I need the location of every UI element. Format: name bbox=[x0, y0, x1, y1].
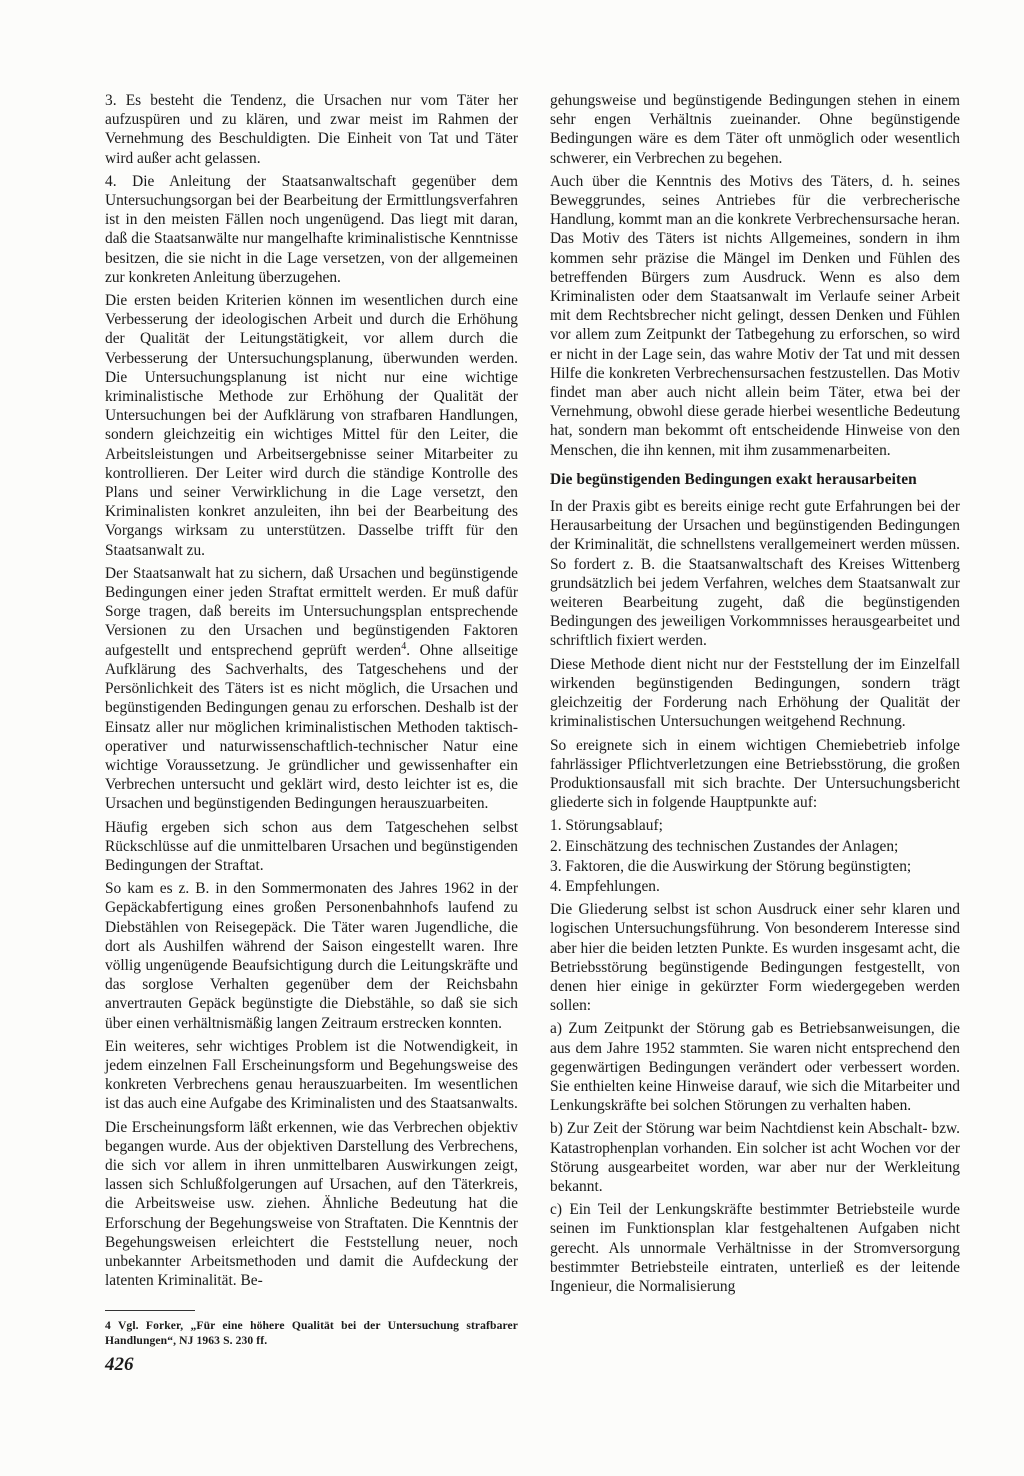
paragraph-gliederung: Die Gliederung selbst ist schon Ausdruck einer sehr klaren und logischen Untersuchungsführung. Von besonderem Interesse sind aber hier die beiden letzten Punkte. Es wurden insgesamt acht, die Betriebsstörung begünstigende Bedingungen festgestellt, von denen hier einige in gekürzter Form wiedergegeben werden sollen: bbox=[550, 901, 960, 1015]
paragraph-methode: Diese Methode dient nicht nur der Feststellung der im Einzelfall wirkenden begünstigenden Bedingungen, sondern trägt gleichzeitig der Forderung nach Erhöhung der Qualität der kriminalistischen Untersuchungen weitgehend Rechnung. bbox=[550, 655, 960, 731]
footnote-marker: 4 bbox=[401, 640, 407, 652]
list-item: 4. Empfehlungen. bbox=[550, 877, 660, 895]
paragraph-praxis: In der Praxis gibt es bereits einige recht gute Erfahrungen bei der Herausarbeitung der Ursachen und begünstigenden Bedingungen der Kriminalität, die schnellstens verallgemeinert werden müssen. So fordert z. B. die Staatsanwaltschaft des Kreises Wittenberg grundsätzlich bei jedem Verfahren, welches dem Staatsanwalt zur weiteren Bearbeitung zugeht, daß die begünstigenden Bedingungen des jeweiligen Vorkommnisses herausgearbeitet und schriftlich fixiert werden. bbox=[550, 498, 960, 650]
paragraph-staatsanwalt-text-a: Der Staatsanwalt hat zu sichern, daß Ursachen und begünstigende Bedingungen einer jeden Straftat ermittelt werden. Er muß dafür Sorge tragen, daß bereits im Untersuchungsplan entsprechende Versionen zu den Ursachen und begünstigenden Faktoren aufgestellt und entsprechend geprüft werden bbox=[105, 564, 518, 659]
page-number: 426 bbox=[105, 1354, 134, 1375]
paragraph-motiv: Auch über die Kenntnis des Motivs des Täters, d. h. seines Beweggrundes, seines Antriebes für die verbrecherische Handlung, kommt man an die konkrete Verbrechensursache heran. Das Motiv des Täters ist nichts Allgemeines, sondern in ihm kommen sehr präzise die Mängel im Denken und Fühlen des betreffenden Bürgers zum Ausdruck. Wenn es also dem Kriminalisten oder dem Staatsanwalt im Verlaufe seiner Arbeit mit dem Rechtsbrecher nicht gelingt, dessen Denken und Fühlen vor allem zum Zeitpunkt der Tatbegehung zu erforschen, so wird er nicht in der Lage sein, das wahre Motiv der Tat und mit dessen Hilfe die konkreten Verbrechensursachen festzustellen. Das Motiv findet man aber auch nicht allein beim Täter, etwa bei der Vernehmung, obwohl diese gerade hierbei wesentliche Bedeutung hat, sondern man bekommt oft entscheidende Hinweise von den Menschen, die ihn kennen, mit ihm zusammenarbeiten. bbox=[550, 172, 960, 459]
paragraph-begehungsweise: gehungsweise und begünstigende Bedingungen stehen in einem sehr engen Verhältnis zueinander. Ohne begünstigende Bedingungen wäre es dem Täter oft unmöglich oder wesentlich schwerer, ein Verbrechen zu begehen. bbox=[550, 92, 960, 167]
paragraph-staatsanwalt bbox=[105, 564, 518, 814]
section-heading: Die begünstigenden Bedingungen exakt herausarbeiten bbox=[550, 470, 917, 488]
paragraph-item-b: b) Zur Zeit der Störung war beim Nachtdienst kein Abschalt- bzw. Katastrophenplan vorhanden. Ein solcher ist acht Wochen vor der Störung ausgearbeitet worden, war aber nur der Werkleitung bekannt. bbox=[550, 1120, 960, 1195]
right-column bbox=[550, 91, 960, 1296]
list-item: 3. Faktoren, die die Auswirkung der Störung begünstigten; bbox=[550, 857, 912, 875]
paragraph-point-3: 3. Es besteht die Tendenz, die Ursachen nur vom Täter her aufzuspüren und zu klären, und zwar meist im Rahmen der Vernehmung des Beschuldigten. Die Einheit von Tat und Täter wird außer acht gelassen. bbox=[105, 92, 518, 167]
paragraph-untersuchungsplanung: Die ersten beiden Kriterien können im wesentlichen durch eine Verbesserung der ideologischen Arbeit und durch die Erhöhung der Qualität der Leitungstätigkeit, vor allem durch die Verbesserung der Untersuchungsplanung, überwunden werden. Die Untersuchungsplanung ist nicht nur eine wichtige kriminalistische Methode zur Erhöhung der Qualität der Untersuchungen bei der Aufklärung von strafbaren Handlungen, sondern gleichzeitig ein wichtiges Mittel für den Leiter, die Arbeitsleistungen und Arbeitsergebnisse seiner Mitarbeiter zu kontrollieren. Der Leiter wird durch die ständige Kontrolle des Plans und seiner Verwirklichung in die Lage versetzt, den Kriminalisten konkret anzuleiten, ihn bei der Bearbeitung des Vorgangs wirksam zu unterstützen. Dasselbe trifft für den Staatsanwalt zu. bbox=[105, 292, 518, 559]
footnote-divider bbox=[105, 1310, 195, 1311]
list-item: 2. Einschätzung des technischen Zustandes der Anlagen; bbox=[550, 837, 899, 855]
paragraph-item-c: c) Ein Teil der Lenkungskräfte bestimmter Betriebsteile wurde seinen im Funktionsplan klar festgehaltenen Aufgaben nicht gerecht. Als unnormale Verhältnisse in der Stromversorgung bestimmter Betriebsteile eintraten, unterließ es der leitende Ingenieur, die Normalisierung bbox=[550, 1201, 960, 1295]
footnote: 4 Vgl. Forker, „Für eine höhere Qualität bei der Untersuchung strafbarer Handlungen“, NJ 1963 S. 230 ff. bbox=[105, 1319, 518, 1347]
paragraph-staatsanwalt-text-b: . Ohne allseitige Aufklärung des Sachverhalts, des Tatgeschehens und der Persönlichkeit des Täters ist es nicht möglich, die Ursachen und begünstigenden Bedingungen genau zu erforschen. Deshalb ist der Einsatz aller nur möglichen kriminalistischen Methoden taktisch-operativer und naturwissenschaftlich-technischer Natur eine wichtige Voraussetzung. Je gründlicher und gewissenhafter ein Verbrechen untersucht und geklärt wird, desto leichter ist es, die Ursachen und begünstigenden Bedingungen herauszuarbeiten. bbox=[105, 641, 519, 813]
report-outline-list bbox=[550, 816, 960, 896]
paragraph-example-1962: So kam es z. B. in den Sommermonaten des Jahres 1962 in der Gepäckabfertigung eines großen Personenbahnhofs laufend zu Diebstählen von Reisegepäck. Die Täter waren Jugendliche, die dort als Aushilfen während der Saison eingestellt waren. Ihre völlig ungenügende Beaufsichtigung durch die Leitungskräfte und das sorglose Verhalten gegenüber dem der Reichsbahn anvertrauten Gepäck begünstigte die Diebstähle, so daß sie sich über einen verhältnismäßig langen Zeitraum erstrecken konnten. bbox=[105, 880, 518, 1032]
paragraph-item-a: a) Zum Zeitpunkt der Störung gab es Betriebsanweisungen, die aus dem Jahre 1952 stammten. Sie waren nicht entsprechend den gegenwärtigen Bedingungen verändert oder verbessert worden. Sie enthielten keine Hinweise darauf, wie sich die Mitarbeiter und Lenkungskräfte bei solchen Störungen zu verhalten haben. bbox=[550, 1020, 960, 1115]
paragraph-chemiebetrieb: So ereignete sich in einem wichtigen Chemiebetrieb infolge fahrlässiger Pflichtverletzungen eine Betriebsstörung, die großen Produktionsausfall mit sich brachte. Der Untersuchungsbericht gliederte sich in folgende Hauptpunkte auf: bbox=[550, 736, 960, 812]
paragraph-tatgeschehen: Häufig ergeben sich schon aus dem Tatgeschehen selbst Rückschlüsse auf die unmittelbaren Ursachen und begünstigenden Bedingungen der Straftat. bbox=[105, 818, 518, 874]
paragraph-notwendigkeit: Ein weiteres, sehr wichtiges Problem ist die Notwendigkeit, in jedem einzelnen Fall Erscheinungsform und Begehungsweise des konkreten Verbrechens genau herauszuarbeiten. Im wesentlichen ist das auch eine Aufgabe des Kriminalisten und des Staatsanwalts. bbox=[105, 1037, 518, 1113]
paragraph-point-4: 4. Die Anleitung der Staatsanwaltschaft gegenüber dem Untersuchungsorgan bei der Bearbeitung der Ermittlungsverfahren ist in den meisten Fällen noch ungenügend. Das liegt mit daran, daß die Staatsanwälte nur mangelhafte kriminalistische Kenntnisse besitzen, die sie nicht in die Lage versetzen, von der allgemeinen zur konkreten Anleitung überzugehen. bbox=[105, 172, 518, 286]
list-item: 1. Störungsablauf; bbox=[550, 817, 663, 835]
left-column bbox=[105, 91, 518, 1290]
paragraph-erscheinungsform: Die Erscheinungsform läßt erkennen, wie das Verbrechen objektiv begangen wurde. Aus der objektiven Darstellung des Verbrechens, die sich vor allem in ihren unmittelbaren Auswirkungen zeigt, lassen sich Schlußfolgerungen auf Ursachen, auf den Täterkreis, die Arbeitsweise usw. ziehen. Ähnliche Bedeutung hat die Erforschung der Begehungsweise von Straftaten. Die Kenntnis der Begehungsweisen erleichtert die Feststellung neuer, noch unbekannter Arbeitsmethoden und damit die Aufdeckung der latenten Kriminalität. Be- bbox=[105, 1118, 518, 1290]
